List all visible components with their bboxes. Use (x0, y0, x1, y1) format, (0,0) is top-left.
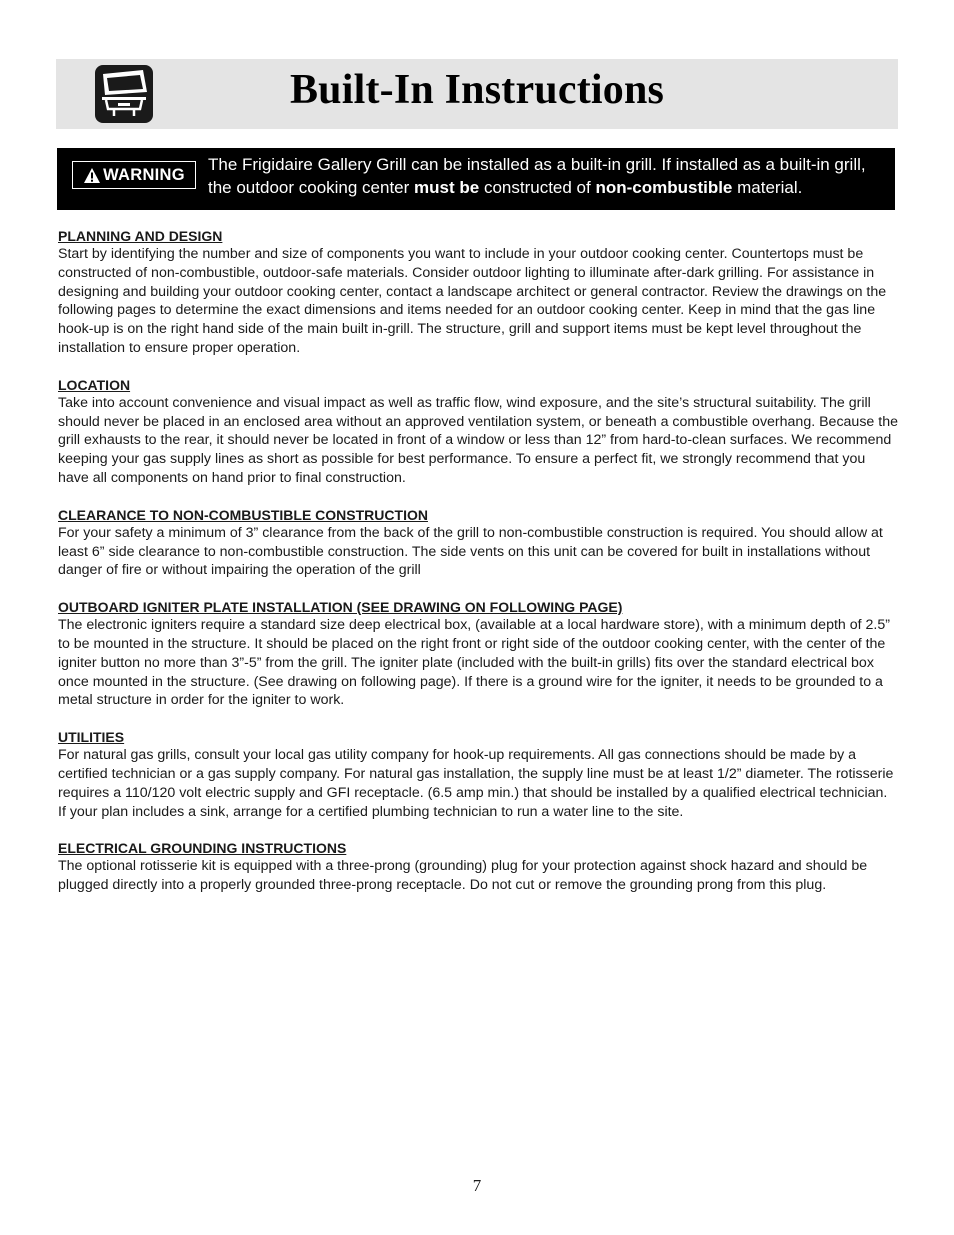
section-heading: CLEARANCE TO NON-COMBUSTIBLE CONSTRUCTION (58, 506, 428, 523)
warning-emphasis: must be (414, 178, 480, 197)
warning-triangle-icon (83, 167, 101, 184)
warning-emphasis: non-combustible (595, 178, 733, 197)
section-igniter-plate (58, 598, 898, 710)
section-body: For your safety a minimum of 3” clearance from the back of the grill to non-combustible construction is required. You should allow at least 6” side clearance to non-combustible construction. The side vents on this unit can be covered for built in installations without danger of fire or without impairing the operation of the grill (58, 524, 883, 579)
section-body: Take into account convenience and visual impact as well as traffic flow, wind exposure, and the site’s structural suitability. The grill should never be placed in an enclosed area without an approved ventilation system, or beneath a combustible overhang. Because the grill exhausts to the rear, it should never be located in front of a window or less than 12” from hard-to-clean surfaces. We recommend keeping your gas supply lines as short as possible for best performance. To ensure a perfect fit, we strongly recommend that you have all components on hand prior to final construction. (58, 394, 898, 486)
section-heading: UTILITIES (58, 729, 125, 746)
section-body: The optional rotisserie kit is equipped with a three-prong (grounding) plug for your protection against shock hazard and should be plugged directly into a properly grounded three-prong receptacle. Do not cut or remove the grounding prong from this plug. (58, 858, 868, 894)
section-heading: OUTBOARD IGNITER PLATE INSTALLATION (SEE DRAWING ON FOLLOWING PAGE) (58, 599, 623, 616)
section-planning-and-design (58, 227, 898, 358)
warning-text (208, 153, 888, 199)
instructions-content (58, 227, 898, 913)
section-heading: PLANNING AND DESIGN (58, 228, 223, 244)
section-electrical-grounding (58, 839, 898, 895)
page-title: Built-In Instructions (289, 67, 665, 113)
warning-text-part: The Frigidaire Gallery Grill can be installed as a built-in grill. If installed as a built-in grill, the outdoor cooking center (208, 155, 866, 197)
warning-badge (72, 161, 196, 189)
warning-box (57, 148, 895, 210)
page-number: 7 (472, 1176, 482, 1195)
section-body: The electronic igniters require a standard size deep electrical box, (available at a local hardware store), with a minimum depth of 2.5” to be mounted in the structure. It should be placed on the right front or right side of the outdoor cooking center, with the center of the igniter button no more than 3”-5” from the grill. The igniter plate (included with the built-in grills) fits over the standard electrical box once mounted in the structure. (See drawing on following page). If there is a ground wire for the igniter, it needs to be grounded to a metal structure in order for the igniter to work. (58, 617, 890, 709)
section-heading: LOCATION (58, 376, 131, 393)
warning-text-part: material. (732, 178, 803, 197)
section-heading: ELECTRICAL GROUNDING INSTRUCTIONS (58, 840, 347, 857)
section-location (58, 376, 898, 488)
section-body: Start by identifying the number and size of components you want to include in your outdoor cooking center. Countertops must be constructed of non-combustible, outdoor-safe materials. Consider outdoor lighting to illuminate after-dark grilling. For assistance in designing and building your outdoor cooking center, contact a landscape architect or general contractor. Review the drawings on the following pages to determine the exact dimensions and items needed for an outdoor cooking center. Keep in mind that the gas line hook-up is on the right hand side of the main built in-grill. The structure, grill and support items must be kept level throughout the installation to ensure proper operation. (58, 246, 887, 356)
warning-label: WARNING (103, 165, 185, 184)
page-header (56, 59, 898, 129)
section-clearance (58, 506, 898, 580)
section-body: For natural gas grills, consult your local gas utility company for hook-up requirements. All gas connections should be made by a certified technician or a gas supply company. For natural gas installation, the supply line must be at least 1/2” diameter. The rotisserie requires a 110/120 volt electric supply and GFI receptacle. (6.5 amp min.) that should be installed by a qualified electrical technician. If your plan includes a sink, arrange for a certified plumbing technician to run a water line to the site. (58, 747, 894, 820)
warning-text-part: constructed of (479, 178, 596, 197)
section-utilities (58, 728, 898, 821)
